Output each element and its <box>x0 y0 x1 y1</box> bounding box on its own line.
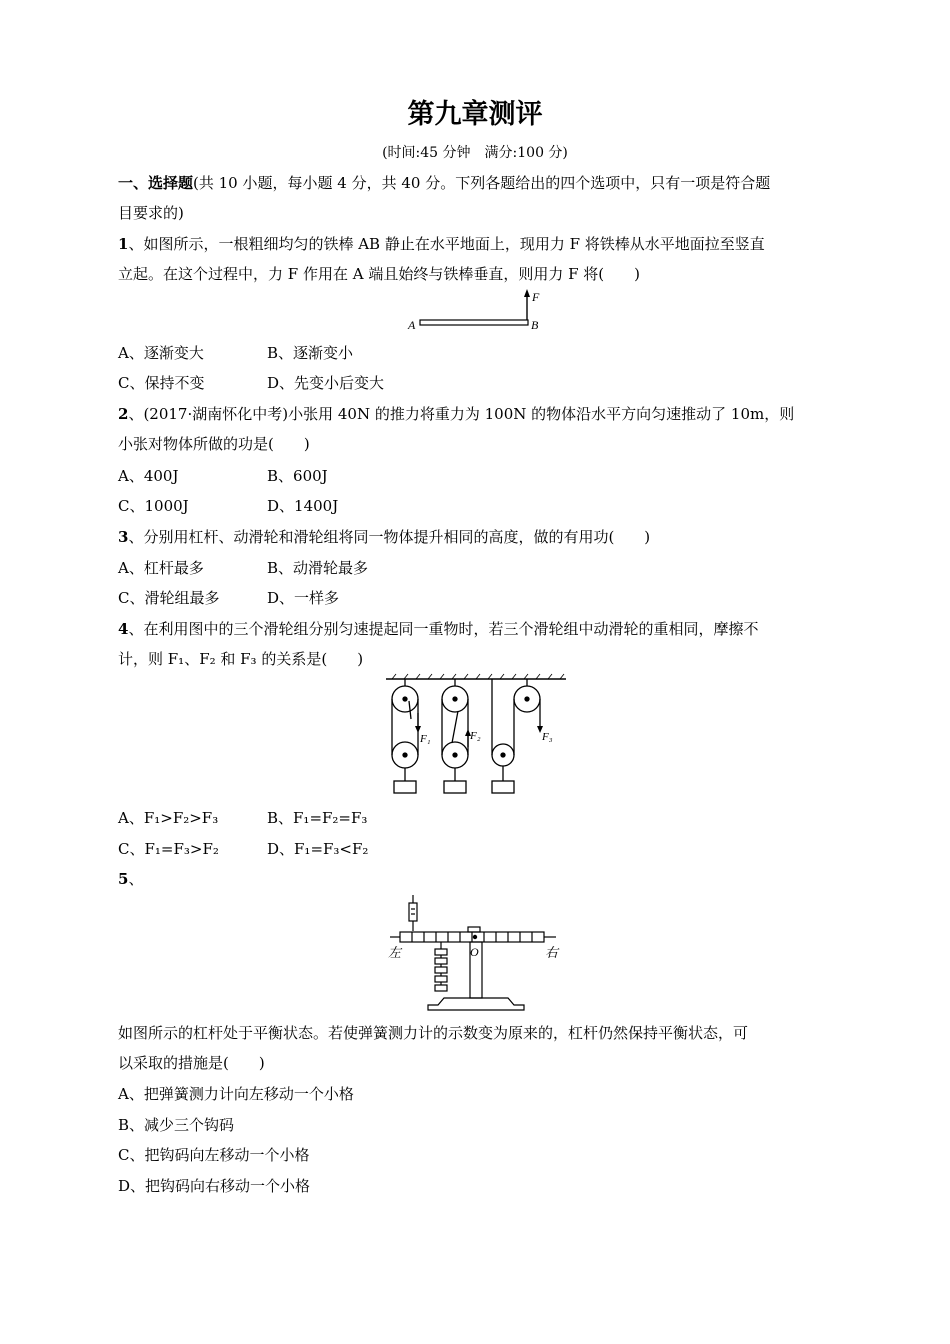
q5-option-c: C、把钩码向左移动一个小格 <box>118 1146 310 1164</box>
question-2-text: 、(2017·湖南怀化中考)小张用 40N 的推力将重力为 100N 的物体沿水平方向匀速推动了 10m，则 <box>128 405 795 423</box>
q4-option-c: C、F₁=F₃>F₂ <box>118 840 219 858</box>
q3-option-b: B、动滑轮最多 <box>267 559 369 577</box>
hook-weights <box>435 942 447 991</box>
q1-iron-rod-figure <box>400 288 560 336</box>
q2-option-c: C、1000J <box>118 497 189 515</box>
question-1-text: 、如图所示，一根粗细均匀的铁棒 AB 静止在水平地面上，现用力 F 将铁棒从水平地面拉至竖直 <box>128 235 765 253</box>
q2-option-a: A、400J <box>118 467 179 485</box>
q4-option-a: A、F₁>F₂>F₃ <box>118 809 219 827</box>
label-f3: F₃ <box>542 731 553 743</box>
q2-option-d: D、1400J <box>267 497 339 515</box>
q3-option-a: A、杠杆最多 <box>118 559 204 577</box>
section-desc-line2: 目要求的) <box>118 204 184 222</box>
section-desc-line1: (共 10 小题，每小题 4 分，共 40 分。下列各题给出的四个选项中，只有一项是符合题 <box>193 174 771 192</box>
question-5-sep: 、 <box>128 870 144 888</box>
q5-option-d: D、把钩码向右移动一个小格 <box>118 1177 311 1195</box>
q2-option-b: B、600J <box>267 467 328 485</box>
question-4-number: 4 <box>118 620 129 638</box>
label-left: 左 <box>388 945 402 960</box>
question-4-text: 、在利用图中的三个滑轮组分别匀速提起同一重物时，若三个滑轮组中动滑轮的重相同，摩擦不 <box>128 620 759 638</box>
pulley-system-3 <box>492 679 540 793</box>
q3-option-c: C、滑轮组最多 <box>118 589 220 607</box>
label-o: O <box>470 945 479 959</box>
question-3-text: 、分别用杠杆、动滑轮和滑轮组将同一物体提升相同的高度，做的有用功( ) <box>128 528 651 546</box>
question-4-line1 <box>118 618 758 639</box>
question-5-head <box>118 868 143 889</box>
q1-option-a: A、逐渐变大 <box>118 344 204 362</box>
pulley-system-1 <box>392 679 418 793</box>
question-3-line1 <box>118 526 650 547</box>
iron-rod <box>420 320 528 325</box>
label-f2: F₂ <box>470 730 481 742</box>
q4-option-b: B、F₁=F₂=F₃ <box>267 809 368 827</box>
q4-option-d: D、F₁=F₃<F₂ <box>267 840 369 858</box>
label-a: A <box>408 318 416 332</box>
question-1-line1 <box>118 233 765 254</box>
q5-lever-figure <box>384 893 568 1015</box>
pivot-point <box>473 935 477 939</box>
q5-option-a: A、把弹簧测力计向左移动一个小格 <box>118 1085 354 1103</box>
label-right: 右 <box>545 945 559 960</box>
question-2-line2: 小张对物体所做的功是( ) <box>118 435 310 453</box>
pulley-system-2 <box>442 679 468 793</box>
force-arrow-head <box>524 289 530 297</box>
label-b: B <box>531 318 539 332</box>
question-1-line2: 立起。在这个过程中，力 F 作用在 A 端且始终与铁棒垂直，则用力 F 将( ) <box>118 265 640 283</box>
question-5-line2: 以采取的措施是( ) <box>118 1054 265 1072</box>
question-5-line1: 如图所示的杠杆处于平衡状态。若使弹簧测力计的示数变为原来的，杠杆仍然保持平衡状态，可 <box>118 1024 749 1042</box>
label-f1: F₁ <box>420 733 431 745</box>
page-title: 第九章测评 <box>407 99 543 130</box>
section-intro <box>118 172 770 193</box>
q1-option-d: D、先变小后变大 <box>267 374 385 392</box>
q5-option-b: B、减少三个钩码 <box>118 1116 235 1134</box>
question-1-number: 1 <box>118 235 129 253</box>
q1-option-b: B、逐渐变小 <box>267 344 354 362</box>
question-2-number: 2 <box>118 405 129 423</box>
section-heading: 一、选择题 <box>118 174 194 192</box>
question-3-number: 3 <box>118 528 129 546</box>
page-subtitle: (时间:45 分钟 满分:100 分) <box>382 145 568 161</box>
q3-option-d: D、一样多 <box>267 589 340 607</box>
question-2-line1 <box>118 403 794 424</box>
question-5-number: 5 <box>118 870 129 888</box>
lever-bar <box>390 927 556 942</box>
spring-scale <box>409 895 417 931</box>
q4-pulley-figure <box>384 673 568 801</box>
q1-option-c: C、保持不变 <box>118 374 205 392</box>
question-4-line2: 计，则 F₁、F₂ 和 F₃ 的关系是( ) <box>118 650 364 668</box>
label-f: F <box>532 290 540 304</box>
